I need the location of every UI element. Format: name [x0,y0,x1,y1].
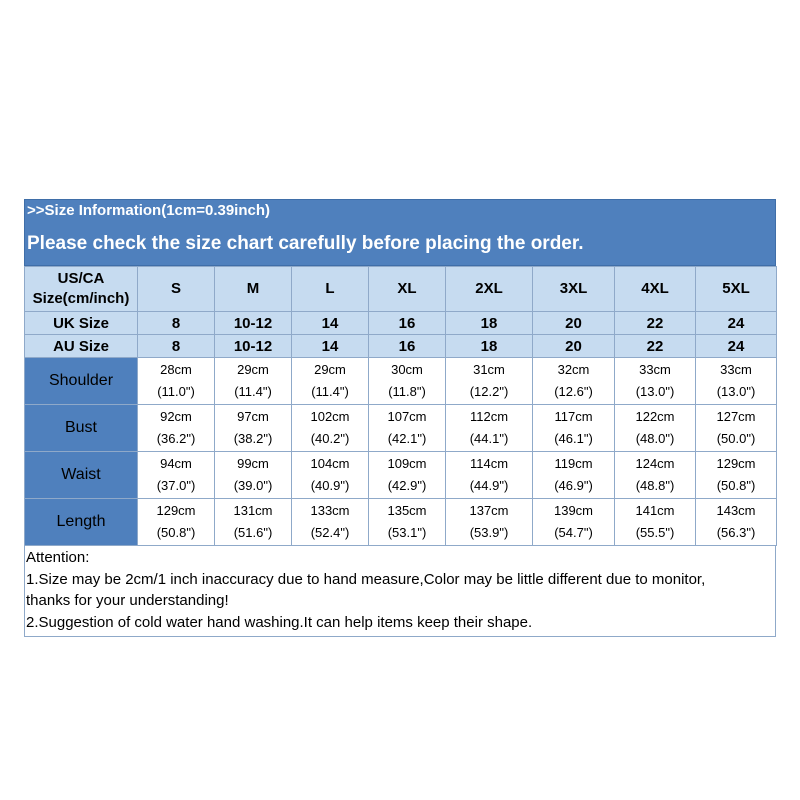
uk-size-label: UK Size [25,312,138,335]
waist-cell [615,452,696,499]
inch-value: (42.9") [387,478,427,493]
waist-cell [138,452,215,499]
size-header-cell: S [138,267,215,312]
length-cell [696,499,777,546]
cm-value: 102cm [310,409,350,424]
size-header-cell: 4XL [615,267,696,312]
waist-label: Waist [25,452,138,499]
au-size-cell: 16 [369,335,446,358]
cm-value: 135cm [387,503,427,518]
us-size-label-line1: US/CA [57,270,105,287]
bust-cell [138,405,215,452]
inch-value: (42.1") [387,431,427,446]
cm-value: 137cm [469,503,509,518]
cm-value: 97cm [237,409,269,424]
us-size-label [25,267,138,312]
size-header-cell: XL [369,267,446,312]
bust-cell [215,405,292,452]
inch-value: (38.2") [233,431,273,446]
inch-value: (44.9") [469,478,509,493]
cm-value: 29cm [237,362,269,377]
shoulder-cell [533,358,615,405]
cm-value: 129cm [716,456,756,471]
inch-value: (48.8") [635,478,675,493]
inch-value: (55.5") [635,525,675,540]
shoulder-cell [615,358,696,405]
au-size-row [25,335,777,358]
attention-note-1: 1.Size may be 2cm/1 inch inaccuracy due to hand measure,Color may be little different due to monitor, [26,570,706,588]
shoulder-row [25,358,777,405]
inch-value: (11.8") [388,384,426,399]
bust-cell [615,405,696,452]
shoulder-cell [369,358,446,405]
cm-value: 133cm [310,503,350,518]
cm-value: 92cm [160,409,192,424]
au-size-cell: 22 [615,335,696,358]
length-cell [138,499,215,546]
waist-cell [533,452,615,499]
size-header-cell: M [215,267,292,312]
cm-value: 28cm [160,362,192,377]
cm-value: 104cm [310,456,350,471]
shoulder-label: Shoulder [25,358,138,405]
inch-value: (39.0") [233,478,273,493]
inch-value: (53.9") [469,525,509,540]
cm-value: 33cm [639,362,671,377]
cm-value: 143cm [716,503,756,518]
cm-value: 131cm [233,503,273,518]
cm-value: 30cm [391,362,423,377]
inch-value: (52.4") [310,525,350,540]
uk-size-cell: 22 [615,312,696,335]
inch-value: (11.0") [157,384,195,399]
inch-value: (54.7") [554,525,593,540]
shoulder-cell [138,358,215,405]
length-cell [292,499,369,546]
uk-size-cell: 20 [533,312,615,335]
uk-size-cell: 10-12 [215,312,292,335]
length-cell [533,499,615,546]
cm-value: 33cm [720,362,752,377]
cm-value: 114cm [469,456,509,471]
cm-value: 107cm [387,409,427,424]
inch-value: (36.2") [156,431,196,446]
cm-value: 127cm [716,409,756,424]
uk-size-cell: 8 [138,312,215,335]
length-cell [446,499,533,546]
cm-value: 94cm [160,456,192,471]
size-header-cell: 3XL [533,267,615,312]
waist-cell [369,452,446,499]
inch-value: (46.9") [554,478,593,493]
uk-size-row [25,312,777,335]
inch-value: (50.8") [716,478,756,493]
size-header-cell: 2XL [446,267,533,312]
au-size-cell: 24 [696,335,777,358]
waist-cell [292,452,369,499]
bust-cell [369,405,446,452]
cm-value: 129cm [156,503,196,518]
inch-value: (50.0") [716,431,756,446]
inch-value: (48.0") [635,431,675,446]
cm-value: 32cm [557,362,590,377]
size-info-heading: >>Size Information(1cm=0.39inch) [27,202,270,219]
inch-value: (37.0") [156,478,196,493]
cm-value: 109cm [387,456,427,471]
inch-value: (51.6") [233,525,273,540]
us-size-row [25,267,777,312]
attention-note-1-cont: thanks for your understanding! [26,592,229,609]
au-size-cell: 14 [292,335,369,358]
shoulder-cell [215,358,292,405]
uk-size-cell: 24 [696,312,777,335]
inch-value: (12.6") [554,384,593,399]
bust-cell [292,405,369,452]
inch-value: (12.2") [469,384,509,399]
waist-cell [446,452,533,499]
size-header-cell: L [292,267,369,312]
cm-value: 117cm [554,409,593,424]
attention-note-2: 2.Suggestion of cold water hand washing.It can help items keep their shape. [26,613,533,631]
size-table [24,266,777,546]
au-size-cell: 20 [533,335,615,358]
size-info-banner [24,199,776,266]
size-check-notice: Please check the size chart carefully before placing the order. [27,233,584,254]
size-chart [24,199,776,637]
cm-value: 141cm [635,503,675,518]
bust-cell [533,405,615,452]
inch-value: (44.1") [469,431,509,446]
inch-value: (56.3") [716,525,756,540]
shoulder-cell [446,358,533,405]
us-size-label-line2: Size(cm/inch) [32,290,130,307]
inch-value: (40.9") [310,478,350,493]
length-label: Length [25,499,138,546]
au-size-cell: 18 [446,335,533,358]
au-size-label: AU Size [25,335,138,358]
inch-value: (11.4") [234,384,272,399]
bust-label: Bust [25,405,138,452]
cm-value: 31cm [473,362,505,377]
cm-value: 122cm [635,409,675,424]
bust-row [25,405,777,452]
cm-value: 139cm [553,503,594,518]
length-cell [369,499,446,546]
inch-value: (46.1") [554,431,593,446]
au-size-cell: 8 [138,335,215,358]
uk-size-cell: 18 [446,312,533,335]
au-size-cell: 10-12 [215,335,292,358]
shoulder-cell [696,358,777,405]
shoulder-cell [292,358,369,405]
waist-cell [215,452,292,499]
length-row [25,499,777,546]
cm-value: 119cm [554,456,593,471]
inch-value: (13.0") [635,384,675,399]
attention-notes [24,546,776,637]
size-header-cell: 5XL [696,267,777,312]
length-cell [615,499,696,546]
uk-size-cell: 14 [292,312,369,335]
inch-value: (40.2") [310,431,350,446]
waist-row [25,452,777,499]
bust-cell [446,405,533,452]
inch-value: (11.4") [311,384,349,399]
waist-cell [696,452,777,499]
cm-value: 29cm [314,362,346,377]
inch-value: (50.8") [156,525,196,540]
cm-value: 99cm [237,456,269,471]
length-cell [215,499,292,546]
inch-value: (13.0") [716,384,756,399]
inch-value: (53.1") [387,525,427,540]
attention-title: Attention: [26,549,90,566]
bust-cell [696,405,777,452]
cm-value: 112cm [469,409,509,424]
uk-size-cell: 16 [369,312,446,335]
cm-value: 124cm [635,456,675,471]
